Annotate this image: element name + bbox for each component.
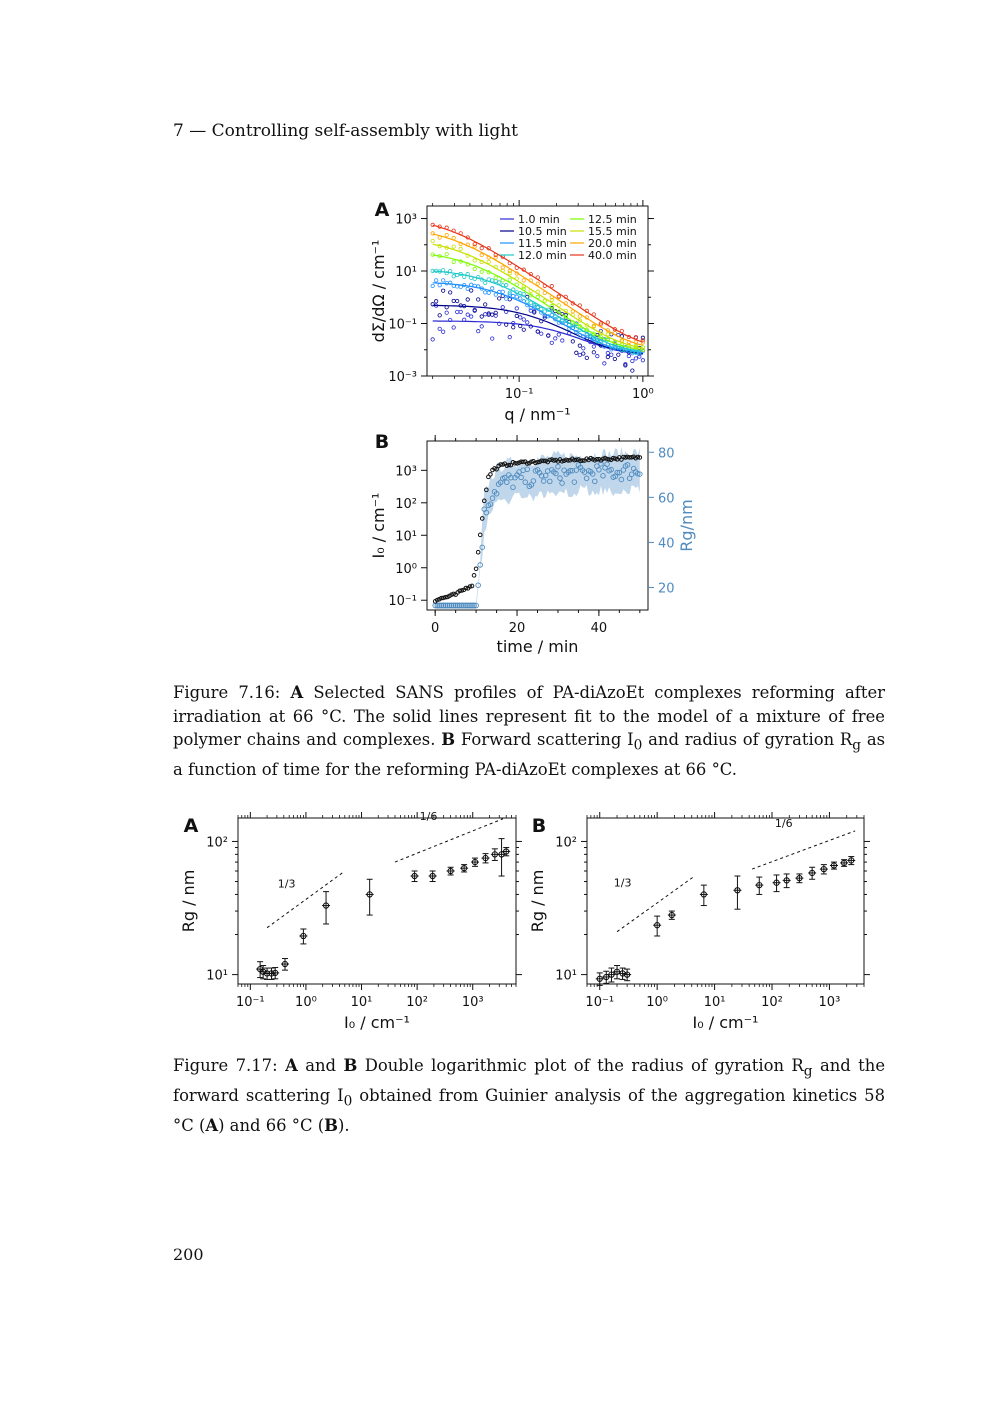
data-point [484,303,487,306]
data-point [484,313,487,316]
y-axis-label: Rg / nm [179,869,198,933]
i0-point [474,567,478,571]
y-tick-label: 10⁻¹ [388,594,417,610]
data-point [557,304,560,307]
caption-letter: B [324,1115,338,1135]
data-point [540,307,543,310]
data-point [571,340,574,343]
caption-subscript: g [803,1063,813,1080]
data-point [448,291,451,294]
data-point [550,284,553,287]
chart-7-16b [369,431,696,656]
data-point [473,242,476,245]
data-point [498,281,501,284]
x-axis-label: I₀ / cm⁻¹ [692,1013,759,1032]
i0-point [478,533,482,537]
data-point [522,279,525,282]
slope-label: 1/3 [277,877,296,891]
x-tick-label: 10² [406,995,429,1010]
data-point [522,285,525,288]
caption-subscript: 0 [633,737,643,754]
caption-letter: A [290,683,304,702]
y2-tick-label: 60 [658,491,675,507]
panel-letter: B [374,431,390,453]
y-tick-label: 10³ [395,464,417,480]
data-point [434,300,437,303]
data-point [571,310,574,313]
data-point [434,279,437,282]
data-point [578,353,581,356]
chart-7-17b [528,812,870,1032]
x-tick-label: 10³ [818,995,841,1010]
data-point [494,279,497,282]
data-point [484,281,487,284]
data-point [452,245,455,248]
data-point [477,329,480,332]
data-point [631,359,634,362]
figure-7-16-caption [173,681,885,781]
y-tick-label: 10¹ [395,265,417,281]
data-point [480,253,483,256]
data-point [480,325,483,328]
data-point [466,298,469,301]
legend-label: 12.5 min [588,213,637,226]
data-point [455,299,458,302]
data-point [557,333,560,336]
data-point [441,289,444,292]
caption-subscript: 0 [343,1093,353,1110]
data-point [592,313,595,316]
data-point [561,339,564,342]
slope-label: 1/6 [774,817,793,831]
data-point [501,306,504,309]
data-point [470,289,473,292]
data-point [631,369,634,372]
data-point [487,291,490,294]
slope-guide-line [752,831,855,869]
y2-tick-label: 20 [658,581,675,597]
data-point [438,284,441,287]
data-point [487,260,490,263]
data-point [508,278,511,281]
data-point [627,354,630,357]
data-point [484,291,487,294]
x-tick-label: 20 [508,621,526,636]
data-point [452,326,455,329]
caption-text: Forward scattering I [460,730,634,749]
data-point [445,252,448,255]
data-point [501,290,504,293]
data-point [620,329,623,332]
x-tick-label: 10² [761,995,783,1010]
data-point [505,297,508,300]
x-tick-label: 0 [431,621,440,636]
fit-line [433,255,643,350]
data-point [578,315,581,318]
data-point [550,313,553,316]
data-point [606,355,609,358]
x-tick-label: 10¹ [350,995,373,1010]
data-point [575,351,578,354]
chart-7-16a [369,199,654,424]
data-point [452,236,455,239]
legend-label: 10.5 min [518,225,567,238]
data-point [522,328,525,331]
data-point [445,233,448,236]
data-point [543,310,546,313]
data-point [452,275,455,278]
y-axis-label: dΣ/dΩ / cm⁻¹ [369,239,388,343]
data-point [459,310,462,313]
data-point [473,267,476,270]
plot-frame [587,818,864,984]
data-point [452,260,455,263]
caption-label: Figure 7.17: [173,1056,278,1075]
panel-letter: A [374,199,390,221]
panel-letter: B [531,815,547,837]
data-point [498,297,501,300]
y-tick-label: 10¹ [395,529,417,545]
caption-letter: B [343,1056,358,1075]
data-point [554,337,557,340]
x-tick-label: 10³ [461,995,484,1010]
data-point [606,321,609,324]
data-point [522,292,525,295]
data-point [462,275,465,278]
data-point [491,279,494,282]
data-point [557,317,560,320]
data-point [441,279,444,282]
data-point [438,314,441,317]
data-point [526,300,529,303]
caption-text: obtained from Guinier analysis of the aggregation kinetics 58 °C ( [173,1085,886,1135]
data-point [617,353,620,356]
legend-label: 15.5 min [588,225,637,238]
data-point [441,330,444,333]
y-axis-label: Rg / nm [528,869,547,933]
data-point [477,298,480,301]
data-point [519,297,522,300]
data-point [487,278,490,281]
data-point [522,318,525,321]
data-point [606,351,609,354]
data-point [585,356,588,359]
data-point [480,246,483,249]
caption-text: and the forward scattering I [173,1056,886,1105]
running-head: 7 — Controlling self-assembly with light [173,121,519,141]
data-point [431,303,434,306]
y-tick-label: 10² [206,835,228,851]
data-point [431,284,434,287]
data-point [515,295,518,298]
legend-label: 12.0 min [518,249,567,262]
caption-text: Double logarithmic plot of the radius of gyration R [364,1056,804,1075]
x-tick-label: 10⁻¹ [585,995,615,1010]
data-point [641,339,644,342]
data-point [508,269,511,272]
data-point [491,287,494,290]
x-axis-label: time / min [496,637,579,656]
data-point [610,353,613,356]
data-point [550,341,553,344]
data-point [578,304,581,307]
data-point [592,345,595,348]
data-point [603,362,606,365]
y-tick-label: 10⁻¹ [388,317,417,333]
data-point [596,354,599,357]
data-point [491,337,494,340]
caption-text: Selected SANS profiles of PA-diAzoEt complexes reforming after irradiation at 66 °C. The solid lines represent fit to the model of a mixture of free polymer chains and complexes. [173,683,885,749]
caption-text: as a function of time for the reforming PA-diAzoEt complexes at 66 °C. [173,730,886,779]
plot-frame [238,818,516,984]
data-point [536,295,539,298]
x-tick-label: 10⁰ [295,995,317,1010]
data-point [641,359,644,362]
data-point [470,315,473,318]
caption-text: and [305,1056,337,1075]
data-point [536,290,539,293]
caption-letter: B [441,730,456,749]
panel-letter: A [183,815,199,837]
y-tick-label: 10¹ [206,968,228,984]
data-point [508,335,511,338]
data-point [515,307,518,310]
caption-subscript: g [852,737,862,754]
x-tick-label: 10⁰ [631,387,654,402]
data-point [438,327,441,330]
i0-point [489,473,493,477]
data-point [459,285,462,288]
data-point [550,304,553,307]
y-tick-label: 10³ [395,212,417,228]
y-tick-label: 10⁰ [395,561,417,577]
data-point [455,310,458,313]
x-axis-label: q / nm⁻¹ [504,405,571,424]
caption-letter: A [285,1056,298,1075]
data-point [582,347,585,350]
data-point [519,316,522,319]
x-tick-label: 10¹ [703,995,726,1010]
data-point [582,352,585,355]
i0-point [476,550,480,554]
data-point [431,338,434,341]
caption-letter: A [205,1115,219,1135]
data-point [480,270,483,273]
data-point [536,276,539,279]
x-tick-label: 40 [590,621,608,636]
data-point [543,291,546,294]
caption-text: ). [337,1115,350,1135]
data-point [529,301,532,304]
data-point [455,285,458,288]
data-point [540,332,543,335]
legend-label: 40.0 min [588,249,637,262]
data-point [505,283,508,286]
legend-label: 20.0 min [588,237,637,250]
slope-label: 1/6 [419,809,438,823]
data-point [613,357,616,360]
data-point [494,276,497,279]
data-point [634,357,637,360]
y2-tick-label: 80 [658,446,675,462]
caption-text: ) and 66 °C ( [218,1115,325,1135]
data-point [512,294,515,297]
data-point [452,299,455,302]
fit-line [433,321,643,354]
data-point [466,287,469,290]
x-tick-label: 10⁻¹ [504,387,534,402]
y-axis-label: I₀ / cm⁻¹ [369,492,388,559]
fit-line [433,305,643,353]
caption-text: and radius of gyration R [648,730,853,749]
data-point [536,282,539,285]
data-point [431,239,434,242]
x-axis-label: I₀ / cm⁻¹ [344,1013,410,1032]
figure-7-17-caption [173,1054,885,1137]
y2-axis-label: Rg/nm [677,499,696,552]
data-point [512,326,515,329]
data-point [491,313,494,316]
chart-7-17a [179,810,522,1032]
y-tick-label: 10¹ [555,968,577,984]
data-point [578,344,581,347]
data-point [592,351,595,354]
y-tick-label: 10² [555,835,577,851]
data-point [606,333,609,336]
data-point [466,313,469,316]
y2-tick-label: 40 [658,536,675,552]
y-tick-label: 10² [395,496,417,512]
data-point [473,259,476,262]
legend-label: 1.0 min [518,213,560,226]
data-point [459,247,462,250]
data-point [515,314,518,317]
i0-point [472,574,476,578]
legend-label: 11.5 min [518,237,567,250]
data-point [526,321,529,324]
data-point [480,315,483,318]
y-tick-label: 10⁻³ [388,370,417,385]
data-point [494,293,497,296]
slope-label: 1/3 [613,876,632,890]
caption-label: Figure 7.16: [173,683,281,702]
data-point [445,311,448,314]
x-tick-label: 10⁰ [646,995,669,1010]
x-tick-label: 10⁻¹ [236,995,265,1010]
page-number: 200 [173,1245,204,1264]
